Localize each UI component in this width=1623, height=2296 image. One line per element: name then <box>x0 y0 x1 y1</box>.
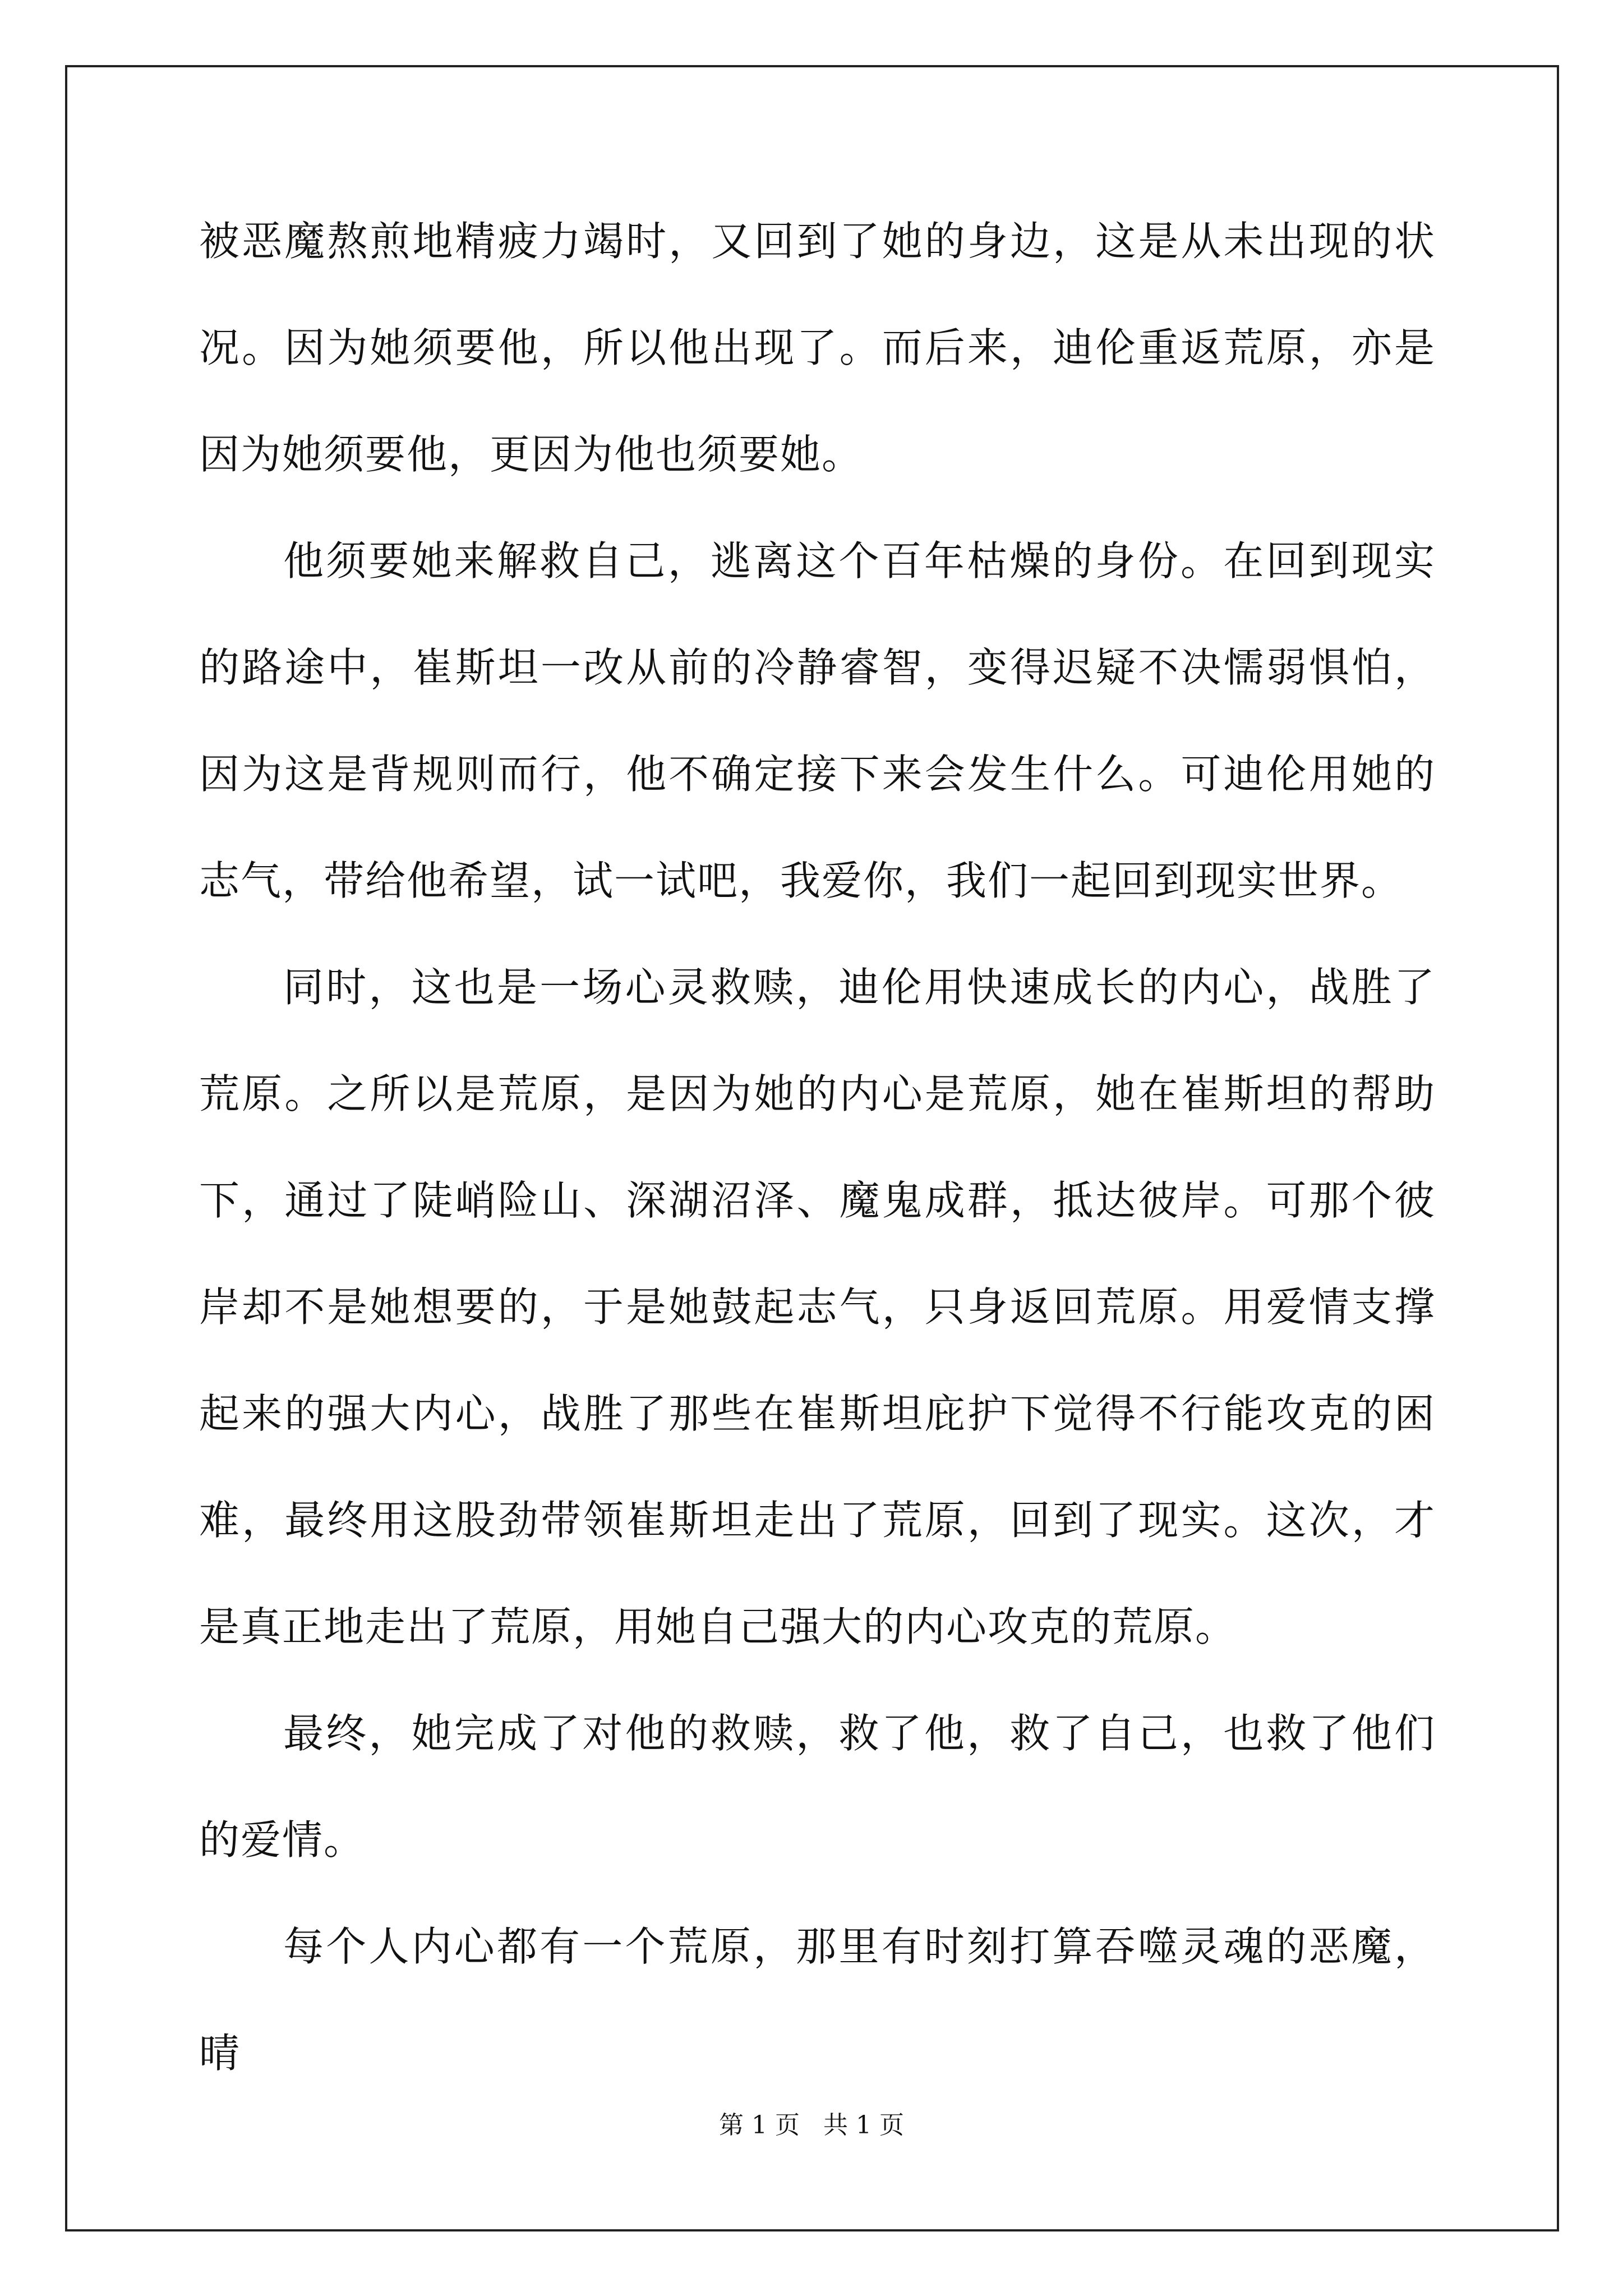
paragraph: 他须要她来解救自己，逃离这个百年枯燥的身份。在回到现实的路途中，崔斯坦一改从前的冷静睿智，变得迟疑不决懦弱惧怕，因为这是背规则而行，他不确定接下来会发生什么。可迪伦用她的志气，带给他希望，试一试吧，我爱你，我们一起回到现实世界。 <box>199 537 1436 904</box>
paragraph: 最终，她完成了对他的救赎，救了他，救了自己，也救了他们的爱情。 <box>199 1710 1436 1864</box>
document-body <box>199 188 1436 2106</box>
page-number-current: 第 1 页 <box>719 2111 800 2139</box>
page-footer <box>0 2105 1623 2141</box>
paragraph: 同时，这也是一场心灵救赎，迪伦用快速成长的内心，战胜了荒原。之所以是荒原，是因为她的内心是荒原，她在崔斯坦的帮助下，通过了陡峭险山、深湖沼泽、魔鬼成群，抵达彼岸。可那个彼岸却不是她想要的，于是她鼓起志气，只身返回荒原。用爱情支撑起来的强大内心，战胜了那些在崔斯坦庇护下觉得不行能攻克的困难，最终用这股劲带领崔斯坦走出了荒原，回到了现实。这次，才是真正地走出了荒原，用她自己强大的内心攻克的荒原。 <box>199 964 1436 1650</box>
paragraph-continuation: 被恶魔熬煎地精疲力竭时，又回到了她的身边，这是从未出现的状况。因为她须要他，所以他出现了。而后来，迪伦重返荒原，亦是因为她须要他，更因为他也须要她。 <box>199 218 1436 478</box>
paragraph: 每个人内心都有一个荒原，那里有时刻打算吞噬灵魂的恶魔，晴 <box>199 1923 1436 2077</box>
page-number-total: 共 1 页 <box>823 2111 904 2139</box>
